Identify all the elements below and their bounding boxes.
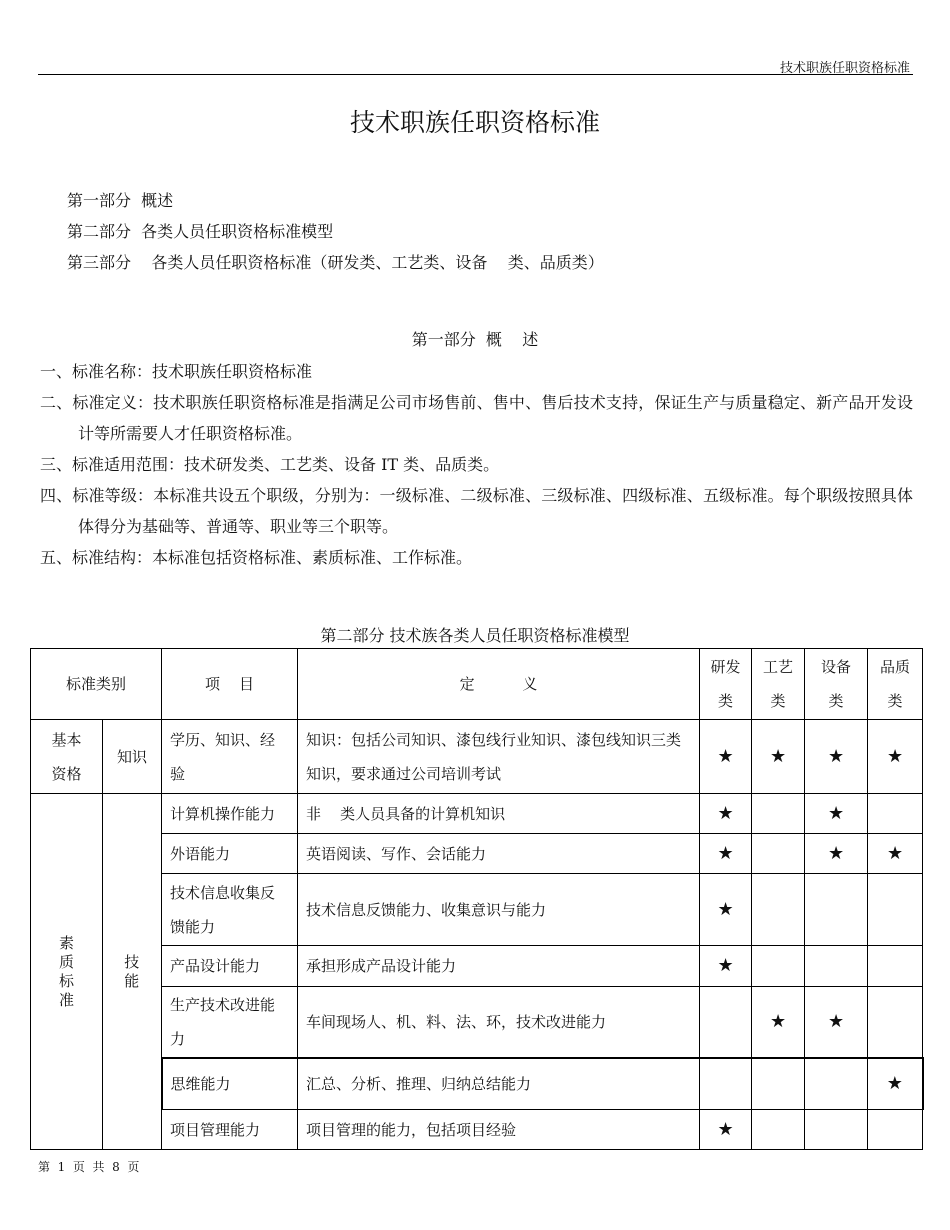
table-row — [31, 1058, 923, 1110]
section2-title: 第二部分 技术族各类人员任职资格标准模型 — [320, 626, 630, 645]
empty-mark-cell — [805, 1110, 868, 1150]
table-header-row — [31, 649, 923, 720]
star-mark: ★ — [700, 1110, 752, 1150]
header-equipment: 设备类 — [805, 649, 868, 720]
item-cell: 生产技术改进能力 — [162, 987, 298, 1058]
empty-mark-cell — [868, 794, 923, 834]
table-row — [31, 720, 923, 794]
section1-definitions — [40, 356, 913, 573]
empty-mark-cell — [868, 946, 923, 987]
definition-cell: 非 类人员具备的计算机知识 — [298, 794, 700, 834]
document-title: 技术职族任职资格标准 — [349, 108, 600, 137]
empty-mark-cell — [752, 1058, 805, 1110]
empty-mark-cell — [805, 874, 868, 946]
definition-item: 二、标准定义：技术职族任职资格标准是指满足公司市场售前、售中、售后技术支持，保证生产与质量稳定、新产品开发设计等所需要人才任职资格标准。 — [40, 393, 913, 443]
star-mark: ★ — [700, 720, 752, 794]
definition-cell: 英语阅读、写作、会话能力 — [298, 834, 700, 874]
empty-mark-cell — [752, 834, 805, 874]
star-mark: ★ — [700, 946, 752, 987]
star-mark: ★ — [752, 720, 805, 794]
star-mark: ★ — [868, 834, 923, 874]
header-rd: 研发类 — [700, 649, 752, 720]
qualification-model-table — [30, 648, 924, 1150]
table-row — [31, 834, 923, 874]
item-cell: 思维能力 — [162, 1058, 298, 1110]
star-mark: ★ — [805, 834, 868, 874]
empty-mark-cell — [700, 1058, 752, 1110]
definition-cell: 承担形成产品设计能力 — [298, 946, 700, 987]
empty-mark-cell — [868, 987, 923, 1058]
table-row — [31, 987, 923, 1058]
definition-cell: 项目管理的能力，包括项目经验 — [298, 1110, 700, 1150]
star-mark: ★ — [752, 987, 805, 1058]
definition-item: 四、标准等级：本标准共设五个职级，分别为：一级标准、二级标准、三级标准、四级标准、五级标准。每个职级按照具体体得分为基础等、普通等、职业等三个职等。 — [40, 486, 913, 536]
definition-item: 一、标准名称：技术职族任职资格标准 — [40, 362, 313, 381]
table-row — [31, 1110, 923, 1150]
definition-cell: 汇总、分析、推理、归纳总结能力 — [298, 1058, 700, 1110]
item-cell: 计算机操作能力 — [162, 794, 298, 834]
section1-title: 第一部分 概 述 — [411, 330, 539, 349]
table-row — [31, 946, 923, 987]
star-mark: ★ — [700, 794, 752, 834]
table-of-contents — [67, 185, 604, 278]
item-cell: 技术信息收集反馈能力 — [162, 874, 298, 946]
definition-item: 五、标准结构：本标准包括资格标准、素质标准、工作标准。 — [40, 548, 473, 567]
star-mark: ★ — [868, 720, 923, 794]
item-cell: 项目管理能力 — [162, 1110, 298, 1150]
empty-mark-cell — [752, 946, 805, 987]
item-cell: 产品设计能力 — [162, 946, 298, 987]
skills-cell: 技能 — [103, 794, 162, 1150]
empty-mark-cell — [868, 1110, 923, 1150]
toc-item-part1: 第一部分 概述 — [67, 191, 174, 210]
empty-mark-cell — [700, 987, 752, 1058]
toc-item-part2: 第二部分 各类人员任职资格标准模型 — [67, 222, 334, 241]
header-category: 标准类别 — [31, 649, 162, 720]
knowledge-cell: 知识 — [103, 720, 162, 794]
star-mark: ★ — [805, 987, 868, 1058]
table-row — [31, 874, 923, 946]
header-item: 项 目 — [162, 649, 298, 720]
star-mark: ★ — [700, 834, 752, 874]
toc-item-part3: 第三部分 各类人员任职资格标准（研发类、工艺类、设备 类、品质类） — [67, 253, 604, 272]
header-definition: 定 义 — [298, 649, 700, 720]
definition-cell: 车间现场人、机、料、法、环，技术改进能力 — [298, 987, 700, 1058]
definition-item: 三、标准适用范围：技术研发类、工艺类、设备 IT 类、品质类。 — [40, 455, 500, 474]
table-row — [31, 794, 923, 834]
item-cell: 学历、知识、经验 — [162, 720, 298, 794]
basic-qualification-cell: 基本资格 — [31, 720, 103, 794]
quality-standard-cell: 素质标准 — [31, 794, 103, 1150]
empty-mark-cell — [752, 1110, 805, 1150]
star-mark: ★ — [868, 1058, 923, 1110]
empty-mark-cell — [752, 794, 805, 834]
definition-cell: 知识：包括公司知识、漆包线行业知识、漆包线知识三类知识，要求通过公司培训考试 — [298, 720, 700, 794]
header-rule — [38, 74, 913, 75]
star-mark: ★ — [805, 794, 868, 834]
empty-mark-cell — [805, 946, 868, 987]
star-mark: ★ — [700, 874, 752, 946]
empty-mark-cell — [752, 874, 805, 946]
header-process: 工艺类 — [752, 649, 805, 720]
item-cell: 外语能力 — [162, 834, 298, 874]
empty-mark-cell — [805, 1058, 868, 1110]
empty-mark-cell — [868, 874, 923, 946]
running-header: 技术职族任职资格标准 — [779, 61, 910, 76]
star-mark: ★ — [805, 720, 868, 794]
page-footer: 第 1 页 共 8 页 — [38, 1160, 140, 1174]
definition-cell: 技术信息反馈能力、收集意识与能力 — [298, 874, 700, 946]
header-quality: 品质类 — [868, 649, 923, 720]
